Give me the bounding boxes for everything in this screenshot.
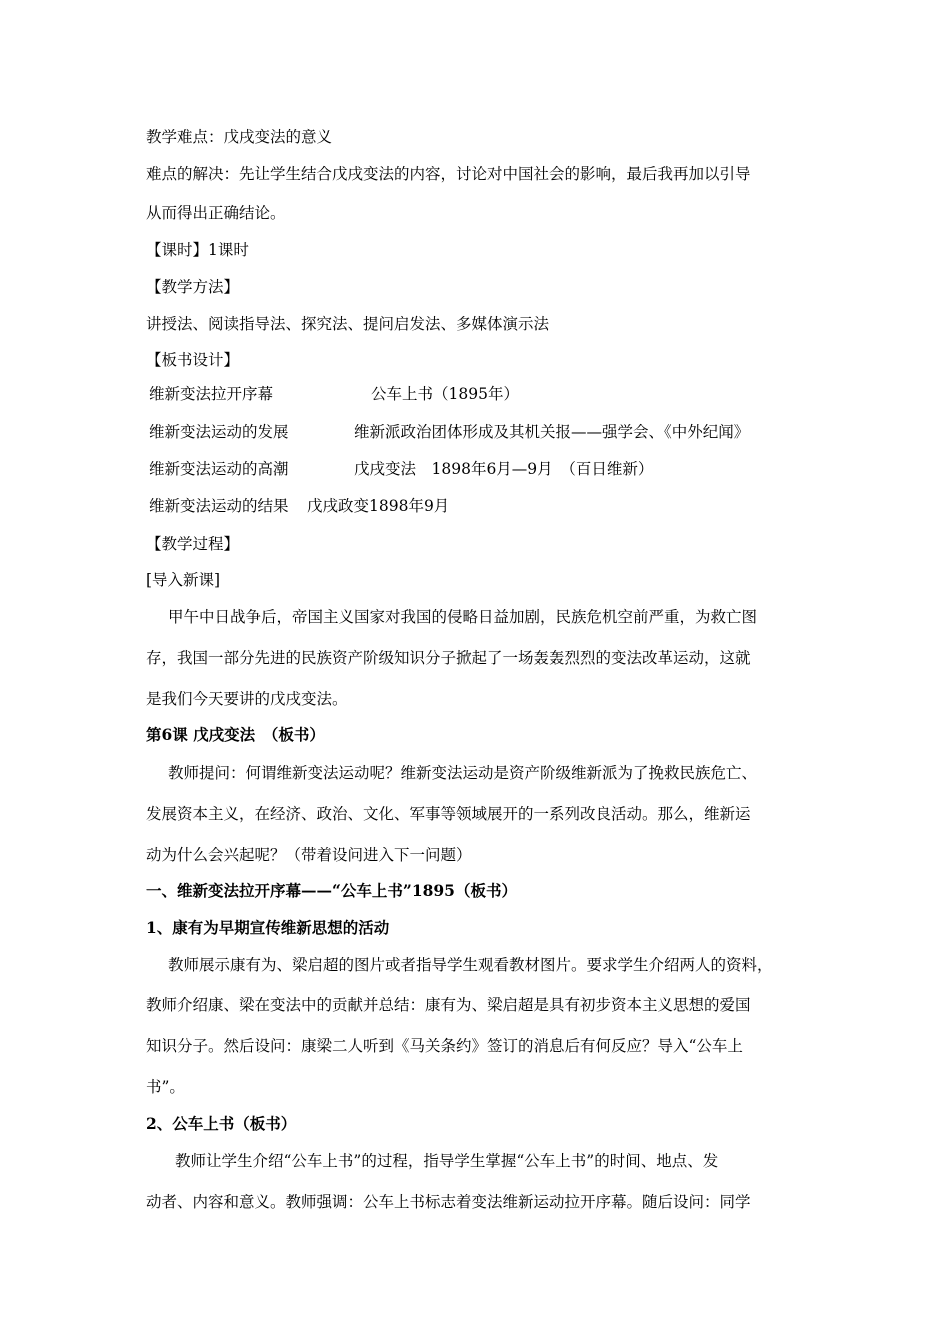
- board-row-2-right: 维新派政治团体形成及其机关报——强学会、《中外纪闻》: [354, 423, 750, 441]
- methods-heading: 【教学方法】: [146, 278, 240, 296]
- subsection-2-line-1: 教师让学生介绍“公车上书”的过程，指导学生掌握“公车上书”的时间、地点、发: [175, 1152, 719, 1170]
- difficulty-label: 教学难点：戊戌变法的意义: [146, 128, 333, 146]
- board-row-1-right: 公车上书（1895年）: [371, 385, 519, 403]
- intro-line-3: 是我们今天要讲的戊戌变法。: [146, 690, 348, 708]
- subsection-1-line-3: 知识分子。然后设问：康梁二人听到《马关条约》签订的消息后有何反应？导入“公车上: [146, 1037, 743, 1055]
- board-row-2-left: 维新变法运动的发展: [149, 423, 289, 441]
- class-hours: 【课时】1课时: [146, 241, 249, 259]
- subsection-1-line-2: 教师介绍康、梁在变法中的贡献并总结：康有为、梁启超是具有初步资本主义思想的爱国: [146, 996, 751, 1014]
- methods-text: 讲授法、阅读指导法、探究法、提问启发法、多媒体演示法: [146, 315, 550, 333]
- subsection-1-heading: 1、康有为早期宣传维新思想的活动: [146, 918, 390, 937]
- process-heading: 【教学过程】: [146, 535, 240, 553]
- board-row-4-left: 维新变法运动的结果: [149, 497, 289, 515]
- board-row-3-left: 维新变法运动的高潮: [149, 460, 289, 478]
- question-line-3: 动为什么会兴起呢？（带着设问进入下一问题）: [146, 846, 472, 864]
- intro-line-2: 存，我国一部分先进的民族资产阶级知识分子掀起了一场轰轰烈烈的变法改革运动，这就: [146, 649, 751, 667]
- board-row-3-right: 戊戌变法 1898年6月—9月 （百日维新）: [354, 460, 654, 478]
- board-heading: 【板书设计】: [146, 351, 240, 369]
- section-1-heading: 一、维新变法拉开序幕——“公车上书”1895（板书）: [146, 881, 517, 900]
- subsection-2-heading: 2、公车上书（板书）: [146, 1114, 297, 1133]
- difficulty-solution-line-2: 从而得出正确结论。: [146, 204, 286, 222]
- board-row-4-right: 戊戌政变1898年9月: [307, 497, 450, 515]
- question-line-2: 发展资本主义，在经济、政治、文化、军事等领域展开的一系列改良活动。那么，维新运: [146, 805, 751, 823]
- lesson-title: 第6课 戊戌变法 （板书）: [146, 725, 325, 744]
- subsection-2-line-2: 动者、内容和意义。教师强调：公车上书标志着变法维新运动拉开序幕。随后设问：同学: [146, 1193, 751, 1211]
- intro-heading: [导入新课]: [146, 571, 221, 589]
- question-line-1: 教师提问：何谓维新变法运动呢？维新变法运动是资产阶级维新派为了挽救民族危亡、: [168, 764, 758, 782]
- board-row-1-left: 维新变法拉开序幕: [149, 385, 274, 403]
- intro-line-1: 甲午中日战争后，帝国主义国家对我国的侵略日益加剧，民族危机空前严重，为救亡图: [168, 608, 758, 626]
- difficulty-solution-line-1: 难点的解决：先让学生结合戊戌变法的内容，讨论对中国社会的影响，最后我再加以引导: [146, 165, 751, 183]
- subsection-1-line-4: 书”。: [146, 1078, 185, 1096]
- subsection-1-line-1: 教师展示康有为、梁启超的图片或者指导学生观看教材图片。要求学生介绍两人的资料，: [168, 956, 773, 974]
